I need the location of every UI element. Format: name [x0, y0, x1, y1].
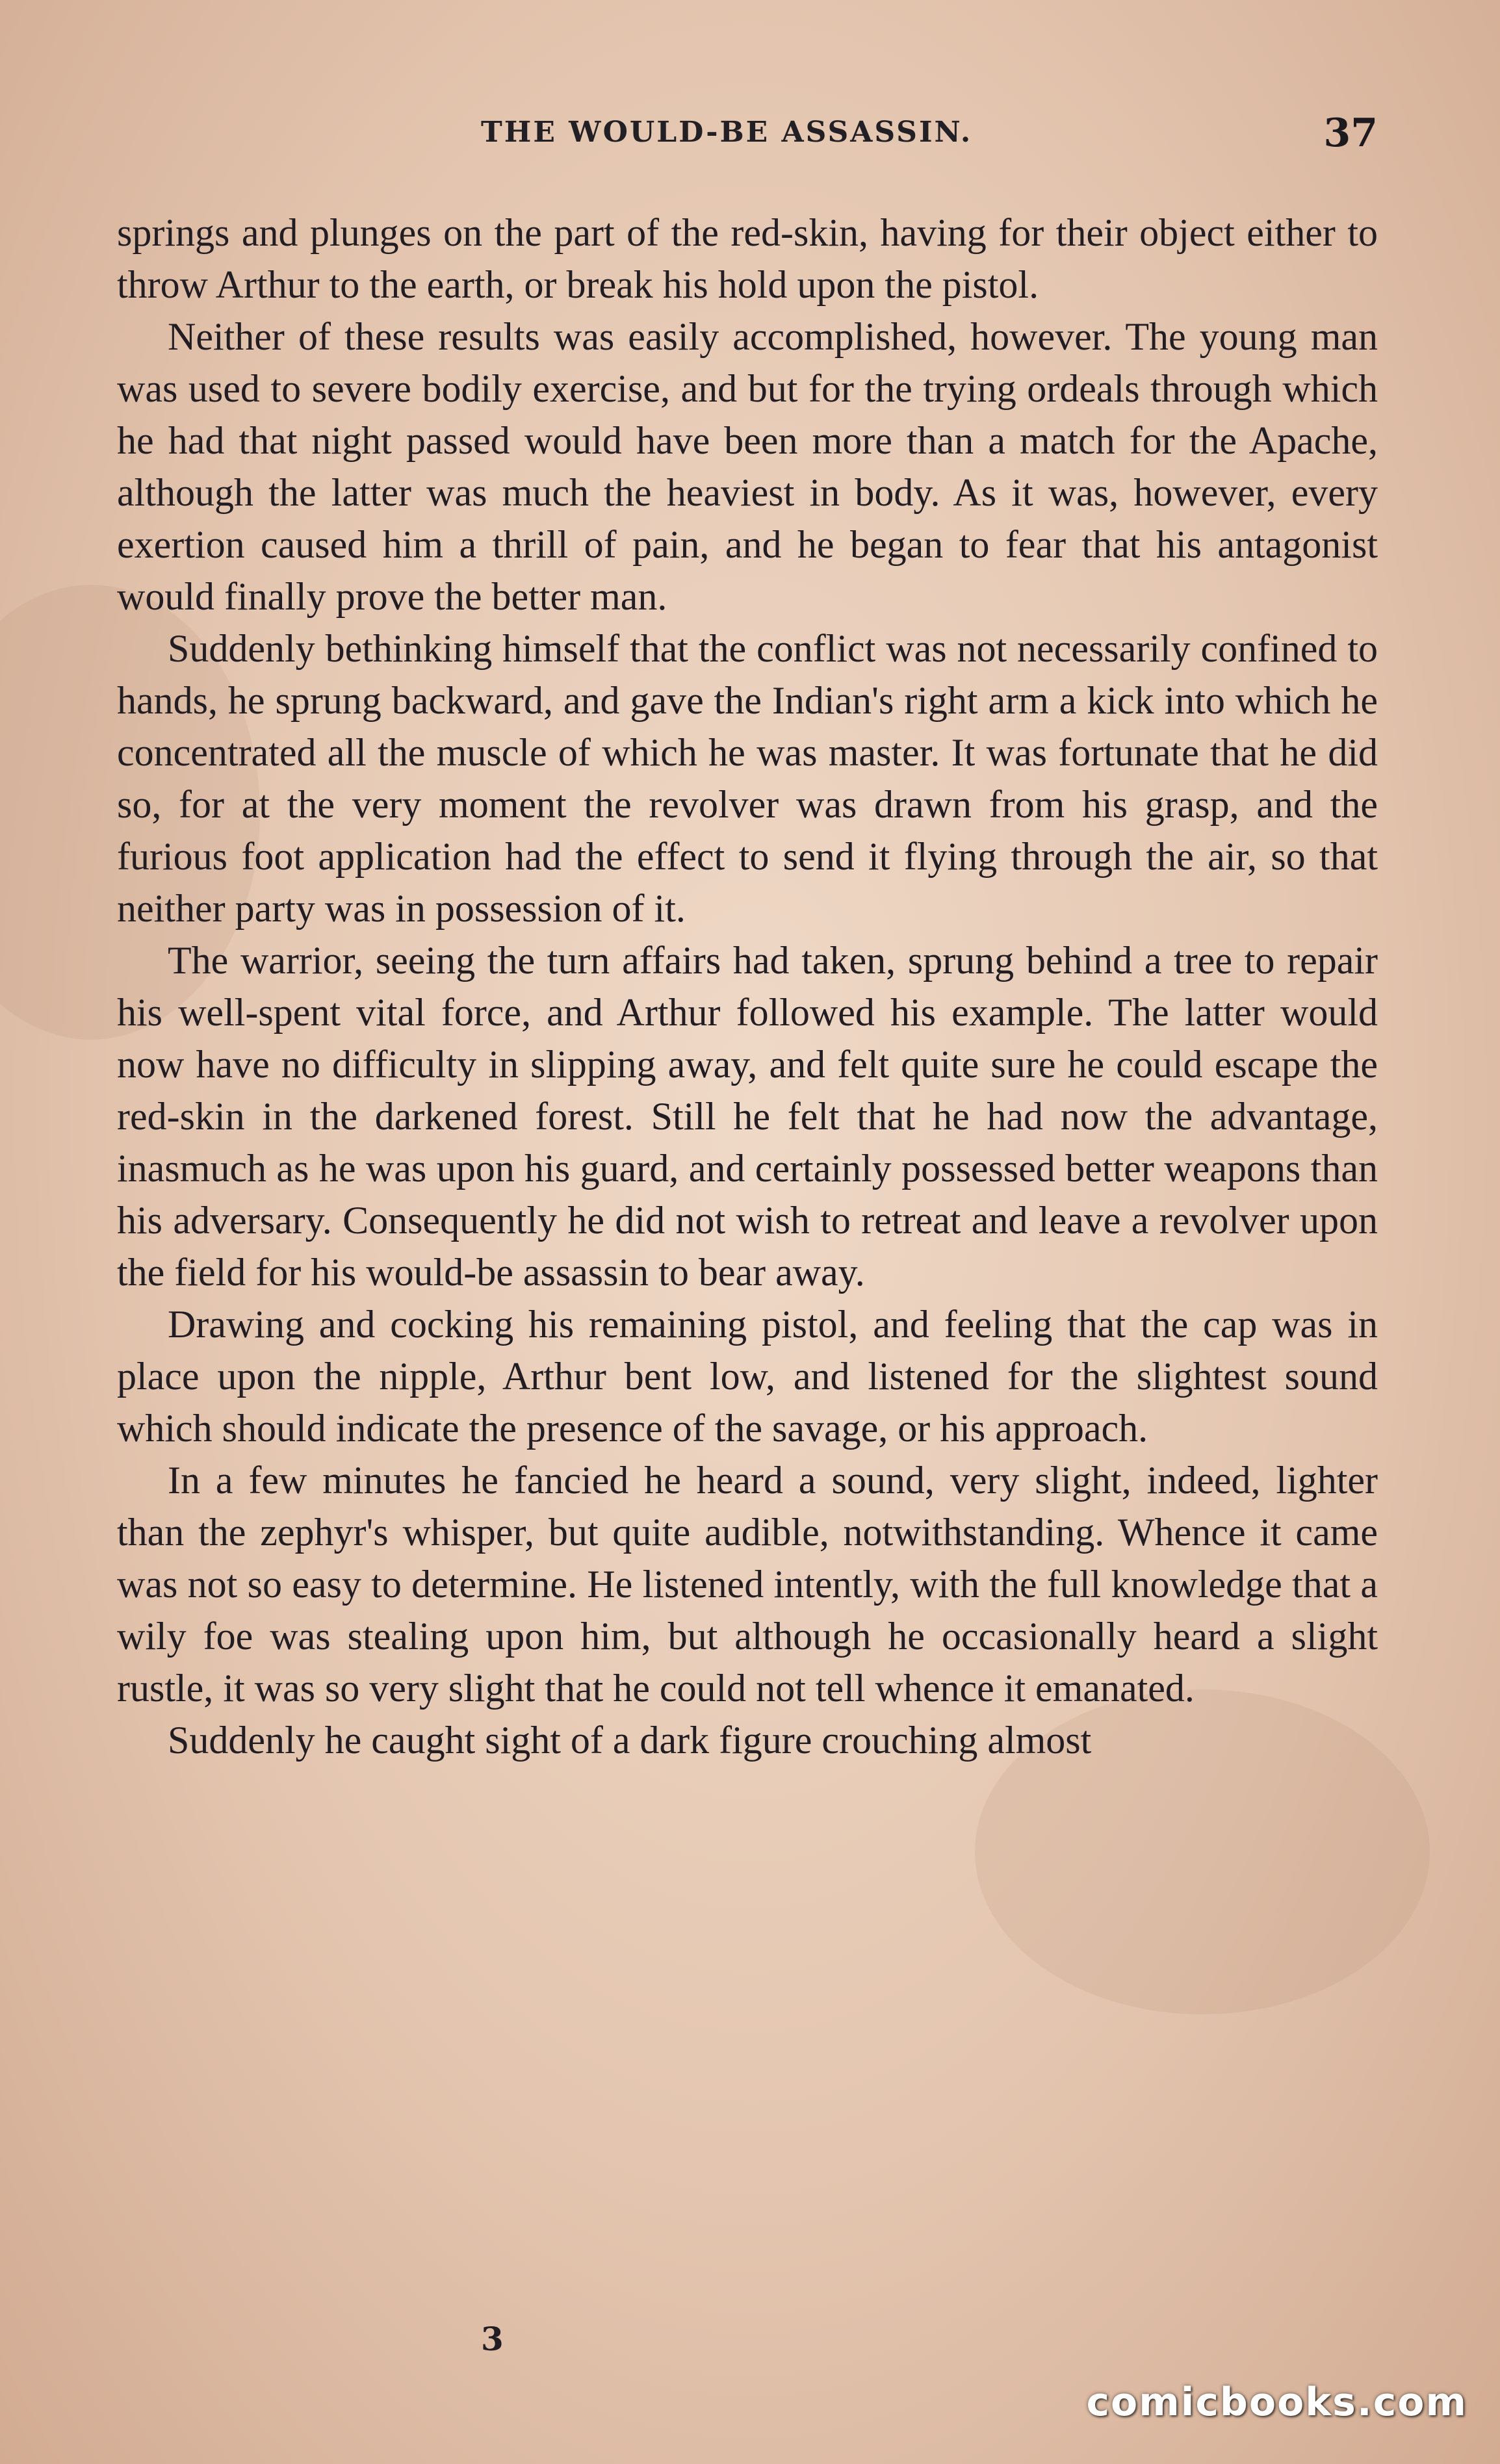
page-number: 37	[1323, 110, 1378, 156]
paragraph: Drawing and cocking his remaining pistol, and feeling that the cap was in place upon the nipple, Arthur bent low, and listened for the slightest sound which should indicate the presence of the savage, or his approach.	[117, 1303, 1378, 1450]
paragraph: Suddenly bethinking himself that the conflict was not necessarily confined to hands, he sprung backward, and gave the Indian's right arm a kick into which he concentrated all the muscle of which he was master. It was fortunate that he did so, for at the very moment the revolver was drawn from his grasp, and the furious foot application had the effect to send it flying through the air, so that neither party was in possession of it.	[117, 627, 1378, 930]
running-title: THE WOULD-BE ASSASSIN.	[481, 116, 973, 149]
site-watermark: comicbooks.com	[1086, 2380, 1468, 2425]
paragraph: In a few minutes he fancied he heard a sound, very slight, indeed, lighter than the zephyr's whisper, but quite audible, notwithstanding. Whence it came was not so easy to determine. He listened intently, with the full knowledge that a wily foe was stealing upon him, but although he occasionally heard a slight rustle, it was so very slight that he could not tell whence it emanated.	[117, 1459, 1378, 1710]
running-head	[117, 110, 1378, 169]
body-text	[117, 207, 1378, 1766]
signature-mark: 3	[481, 2320, 504, 2358]
paragraph: springs and plunges on the part of the red-skin, having for their object either to throw Arthur to the earth, or break his hold upon the pistol.	[117, 211, 1378, 306]
paragraph: Suddenly he caught sight of a dark figure crouching almost	[168, 1719, 1092, 1762]
paragraph: The warrior, seeing the turn affairs had taken, sprung behind a tree to repair his well-spent vital force, and Arthur followed his example. The latter would now have no difficulty in slipping away, and felt quite sure he could escape the red-skin in the darkened forest. Still he felt that he had now the advantage, inasmuch as he was upon his guard, and certainly possessed better weapons than his adversary. Consequently he did not wish to retreat and leave a revolver upon the field for his would-be assassin to bear away.	[117, 939, 1378, 1294]
paragraph: Neither of these results was easily accomplished, however. The young man was used to severe bodily exercise, and but for the trying ordeals through which he had that night passed would have been more than a match for the Apache, although the latter was much the heaviest in body. As it was, however, every exertion caused him a thrill of pain, and he began to fear that his antagonist would finally prove the better man.	[117, 315, 1378, 618]
